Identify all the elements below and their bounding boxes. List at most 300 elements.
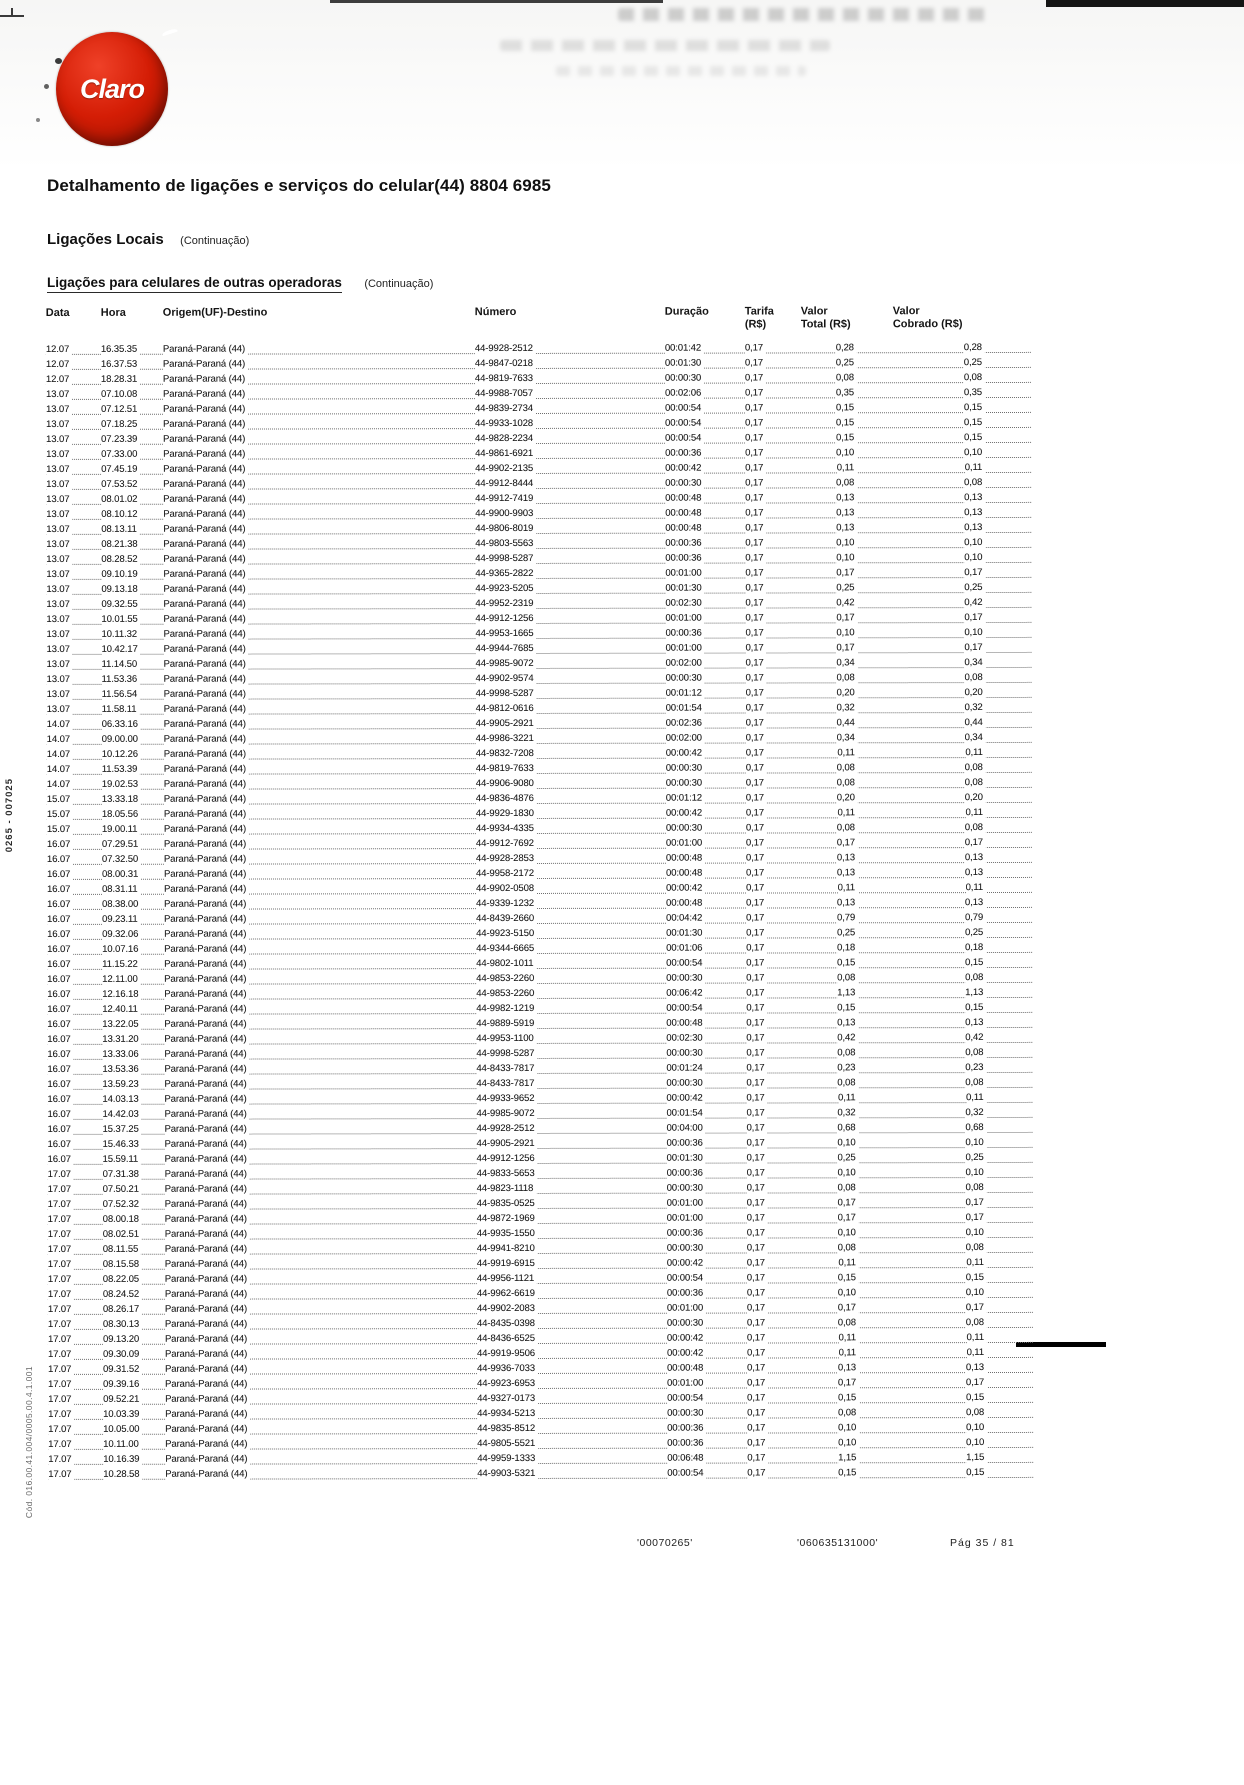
cell-total: 1,13 (802, 985, 894, 1000)
cell-tarifa: 0,17 (747, 1450, 803, 1465)
cell-hora: 08.31.11 (102, 882, 164, 897)
cell-hora: 08.00.31 (102, 867, 164, 882)
cell-total: 0,11 (803, 1330, 895, 1345)
section-title: Ligações Locais (47, 231, 164, 248)
cell-hora: 12.40.11 (102, 1002, 164, 1017)
cell-origem: Paraná-Paraná (44) (165, 1406, 477, 1422)
cell-duracao: 00:01:00 (667, 1301, 747, 1316)
cell-cobrado: 0,23 (894, 1060, 992, 1075)
cell-data: 16.07 (47, 852, 102, 867)
cell-origem: Paraná-Paraná (44) (163, 371, 475, 387)
cell-cobrado: 0,08 (894, 970, 992, 985)
cell-cobrado: 0,13 (894, 850, 992, 865)
cell-total: 0,08 (802, 970, 894, 985)
cell-origem: Paraná-Paraná (44) (163, 521, 475, 537)
cell-data: 13.07 (46, 627, 101, 642)
column-header-tarifa: Tarifa (R$) (744, 305, 774, 331)
cell-duracao: 00:00:36 (665, 551, 745, 566)
cell-data: 13.07 (47, 657, 102, 672)
cell-hora: 07.10.08 (101, 387, 163, 402)
cell-data: 16.07 (47, 942, 102, 957)
cell-tarifa: 0,17 (745, 475, 801, 490)
cell-data: 14.07 (47, 732, 102, 747)
cell-numero: 44-9889-5919 (476, 1016, 666, 1031)
cell-duracao: 00:01:00 (666, 836, 746, 851)
cell-data: 13.07 (46, 612, 101, 627)
cell-cobrado: 0,28 (893, 340, 991, 355)
cell-total: 0,17 (803, 1195, 895, 1210)
cell-tarifa: 0,17 (745, 640, 801, 655)
cell-numero: 44-9344-6665 (476, 941, 666, 956)
cell-cobrado: 0,08 (895, 1240, 993, 1255)
cell-numero: 44-9902-0508 (476, 881, 666, 896)
cell-total: 0,17 (801, 610, 893, 625)
cell-data: 17.07 (48, 1467, 103, 1482)
cell-cobrado: 0,11 (894, 1090, 992, 1105)
cell-numero: 44-9906-9080 (476, 776, 666, 791)
cell-data: 13.07 (46, 642, 101, 657)
cell-hora: 10.28.58 (103, 1467, 165, 1482)
cell-hora: 11.15.22 (102, 957, 164, 972)
cell-numero: 44-8433-7817 (476, 1061, 666, 1076)
cell-duracao: 00:00:36 (665, 536, 745, 551)
cell-duracao: 00:00:30 (667, 1181, 747, 1196)
cell-cobrado: 0,15 (895, 1390, 993, 1405)
cell-data: 16.07 (47, 837, 102, 852)
cell-origem: Paraná-Paraná (44) (164, 896, 476, 912)
cell-data: 13.07 (46, 507, 101, 522)
cell-cobrado: 0,10 (895, 1285, 993, 1300)
cell-data: 12.07 (46, 357, 101, 372)
cell-duracao: 00:02:36 (666, 716, 746, 731)
cell-numero: 44-9872-1969 (477, 1211, 667, 1226)
cell-tarifa: 0,17 (746, 1090, 802, 1105)
cell-cobrado: 0,15 (893, 415, 991, 430)
cell-duracao: 00:04:00 (666, 1121, 746, 1136)
cell-numero: 44-9953-1665 (475, 626, 665, 641)
cell-tarifa: 0,17 (746, 970, 802, 985)
cell-data: 13.07 (47, 687, 102, 702)
cell-origem: Paraná-Paraná (44) (165, 1376, 477, 1392)
cell-total: 0,17 (802, 835, 894, 850)
cell-cobrado: 0,17 (895, 1375, 993, 1390)
cell-hora: 09.52.21 (103, 1392, 165, 1407)
scan-ghost-text (500, 40, 830, 51)
cell-duracao: 00:00:36 (667, 1226, 747, 1241)
cell-tarifa: 0,17 (746, 1105, 802, 1120)
cell-total: 0,34 (802, 730, 894, 745)
cell-tarifa: 0,17 (747, 1150, 803, 1165)
cell-total: 0,15 (801, 400, 893, 415)
cell-total: 0,35 (801, 385, 893, 400)
cell-tarifa: 0,17 (746, 985, 802, 1000)
cell-hora: 14.03.13 (102, 1092, 164, 1107)
cell-total: 0,10 (803, 1420, 895, 1435)
cell-numero: 44-9805-5521 (477, 1436, 667, 1451)
cell-cobrado: 0,25 (894, 925, 992, 940)
cell-data: 16.07 (48, 1152, 103, 1167)
cell-cobrado: 1,13 (894, 985, 992, 1000)
cell-origem: Paraná-Paraná (44) (164, 1061, 476, 1077)
cell-total: 0,10 (801, 625, 893, 640)
cell-duracao: 00:01:54 (666, 1106, 746, 1121)
scan-ghost-text (618, 8, 990, 21)
cell-origem: Paraná-Paraná (44) (165, 1331, 477, 1347)
cell-cobrado: 0,17 (895, 1195, 993, 1210)
cell-duracao: 00:06:48 (667, 1451, 747, 1466)
cell-cobrado: 0,10 (895, 1420, 993, 1435)
cell-origem: Paraná-Paraná (44) (164, 671, 476, 687)
cell-duracao: 00:00:36 (667, 1436, 747, 1451)
cell-origem: Paraná-Paraná (44) (164, 1076, 476, 1092)
cell-data: 13.07 (46, 597, 101, 612)
cell-hora: 07.29.51 (102, 837, 164, 852)
cell-origem: Paraná-Paraná (44) (165, 1301, 477, 1317)
cell-cobrado: 0,10 (893, 625, 991, 640)
cell-total: 0,32 (802, 1105, 894, 1120)
cell-total: 0,13 (801, 490, 893, 505)
cell-hora: 08.15.58 (103, 1257, 165, 1272)
cell-cobrado: 1,15 (895, 1450, 993, 1465)
cell-numero: 44-9365-2822 (475, 566, 665, 581)
cell-hora: 07.52.32 (103, 1197, 165, 1212)
cell-origem: Paraná-Paraná (44) (165, 1436, 477, 1452)
cell-tarifa: 0,17 (746, 685, 802, 700)
cell-tarifa: 0,17 (746, 670, 802, 685)
cell-origem: Paraná-Paraná (44) (165, 1241, 477, 1257)
cell-origem: Paraná-Paraná (44) (165, 1211, 477, 1227)
cell-total: 0,15 (801, 430, 893, 445)
cell-data: 12.07 (46, 342, 101, 357)
crop-mark-icon (0, 8, 26, 24)
cell-duracao: 00:00:30 (665, 476, 745, 491)
cell-duracao: 00:02:06 (665, 386, 745, 401)
cell-cobrado: 0,68 (894, 1120, 992, 1135)
cell-cobrado: 0,25 (893, 580, 991, 595)
cell-hora: 09.30.09 (103, 1347, 165, 1362)
cell-tarifa: 0,17 (747, 1165, 803, 1180)
cell-duracao: 00:00:48 (665, 491, 745, 506)
cell-cobrado: 0,08 (895, 1180, 993, 1195)
cell-hora: 06.33.16 (102, 717, 164, 732)
cell-tarifa: 0,17 (747, 1180, 803, 1195)
cell-cobrado: 0,13 (894, 895, 992, 910)
cell-hora: 16.35.35 (101, 342, 163, 357)
claro-logo-swoosh-icon (161, 28, 178, 39)
cell-cobrado: 0,17 (894, 835, 992, 850)
cell-total: 0,42 (801, 595, 893, 610)
cell-cobrado: 0,08 (894, 820, 992, 835)
cell-numero: 44-9812-0616 (476, 701, 666, 716)
cell-cobrado: 0,42 (893, 595, 991, 610)
cell-duracao: 00:00:30 (665, 371, 745, 386)
cell-cobrado: 0,25 (893, 355, 991, 370)
cell-origem: Paraná-Paraná (44) (164, 926, 476, 942)
cell-total: 0,08 (802, 820, 894, 835)
cell-tarifa: 0,17 (745, 385, 801, 400)
calls-table (0, 305, 1041, 1482)
cell-hora: 10.01.55 (101, 612, 163, 627)
cell-cobrado: 0,08 (893, 475, 991, 490)
cell-total: 0,28 (801, 340, 893, 355)
cell-tarifa: 0,17 (747, 1285, 803, 1300)
cell-data: 16.07 (47, 1002, 102, 1017)
cell-tarifa: 0,17 (746, 1030, 802, 1045)
cell-numero: 44-9985-9072 (476, 1106, 666, 1121)
cell-data: 15.07 (47, 822, 102, 837)
cell-numero: 44-9905-2921 (477, 1136, 667, 1151)
cell-cobrado: 0,13 (893, 490, 991, 505)
cell-origem: Paraná-Paraná (44) (164, 731, 476, 747)
cell-total: 0,79 (802, 910, 894, 925)
cell-cobrado: 0,08 (893, 370, 991, 385)
cell-origem: Paraná-Paraná (44) (165, 1136, 477, 1152)
cell-numero: 44-9935-1550 (477, 1226, 667, 1241)
cell-numero: 44-9828-2234 (475, 431, 665, 446)
cell-origem: Paraná-Paraná (44) (164, 866, 476, 882)
cell-hora: 08.28.52 (101, 552, 163, 567)
cell-origem: Paraná-Paraná (44) (163, 476, 475, 492)
cell-cobrado: 0,13 (893, 520, 991, 535)
cell-numero: 44-9928-2512 (475, 341, 665, 356)
cell-total: 0,15 (803, 1270, 895, 1285)
cell-data: 16.07 (47, 867, 102, 882)
cell-cobrado: 0,17 (895, 1210, 993, 1225)
cell-numero: 44-9923-5205 (475, 581, 665, 596)
cell-cobrado: 0,10 (895, 1165, 993, 1180)
cell-tarifa: 0,17 (747, 1330, 803, 1345)
cell-cobrado: 0,15 (893, 400, 991, 415)
cell-data: 12.07 (46, 372, 101, 387)
cell-total: 0,32 (802, 700, 894, 715)
cell-duracao: 00:00:36 (667, 1166, 747, 1181)
column-header-data: Data (45, 306, 70, 319)
column-header-valor-total: Valor Total (R$) (800, 305, 851, 331)
cell-origem: Paraná-Paraná (44) (165, 1226, 477, 1242)
cell-cobrado: 0,18 (894, 940, 992, 955)
cell-origem: Paraná-Paraná (44) (165, 1151, 477, 1167)
cell-origem: Paraná-Paraná (44) (164, 941, 476, 957)
cell-data: 17.07 (48, 1392, 103, 1407)
cell-tarifa: 0,17 (745, 445, 801, 460)
cell-hora: 18.05.56 (102, 807, 164, 822)
cell-numero: 44-9929-1830 (476, 806, 666, 821)
cell-tarifa: 0,17 (747, 1300, 803, 1315)
cell-cobrado: 0,08 (894, 775, 992, 790)
cell-hora: 08.02.51 (103, 1227, 165, 1242)
cell-total: 0,17 (801, 565, 893, 580)
cell-total: 0,13 (802, 1015, 894, 1030)
cell-total: 0,13 (802, 865, 894, 880)
cell-duracao: 00:00:54 (667, 1466, 747, 1481)
cell-origem: Paraná-Paraná (44) (165, 1166, 477, 1182)
cell-duracao: 00:00:30 (666, 821, 746, 836)
cell-duracao: 00:02:30 (665, 596, 745, 611)
cell-numero: 44-8436-6525 (477, 1331, 667, 1346)
cell-data: 13.07 (46, 387, 101, 402)
cell-hora: 11.56.54 (102, 687, 164, 702)
cell-hora: 15.59.11 (103, 1152, 165, 1167)
cell-hora: 08.30.13 (103, 1317, 165, 1332)
cell-cobrado: 0,08 (894, 1075, 992, 1090)
cell-numero: 44-9998-5287 (476, 1046, 666, 1061)
cell-numero: 44-9861-6921 (475, 446, 665, 461)
cell-numero: 44-9956-1121 (477, 1271, 667, 1286)
cell-cobrado: 0,15 (894, 1000, 992, 1015)
cell-total: 0,08 (803, 1315, 895, 1330)
cell-tarifa: 0,17 (747, 1465, 803, 1480)
cell-cobrado: 0,13 (893, 505, 991, 520)
cell-total: 0,10 (803, 1165, 895, 1180)
cell-data: 17.07 (48, 1347, 103, 1362)
cell-tarifa: 0,17 (745, 565, 801, 580)
cell-tarifa: 0,17 (745, 460, 801, 475)
cell-duracao: 00:01:06 (666, 941, 746, 956)
cell-origem: Paraná-Paraná (44) (163, 551, 475, 567)
cell-total: 0,11 (801, 460, 893, 475)
scan-speck (44, 84, 49, 89)
cell-hora: 09.31.52 (103, 1362, 165, 1377)
cell-tarifa: 0,17 (746, 955, 802, 970)
cell-hora: 09.23.11 (102, 912, 164, 927)
cell-duracao: 00:00:48 (665, 521, 745, 536)
cell-numero: 44-9806-8019 (475, 521, 665, 536)
cell-duracao: 00:01:54 (666, 701, 746, 716)
cell-duracao: 00:00:36 (667, 1136, 747, 1151)
cell-cobrado: 0,34 (894, 730, 992, 745)
cell-tarifa: 0,17 (746, 1120, 802, 1135)
cell-numero: 44-9934-4335 (476, 821, 666, 836)
cell-numero: 44-9905-2921 (476, 716, 666, 731)
cell-hora: 13.33.18 (102, 792, 164, 807)
cell-data: 17.07 (48, 1197, 103, 1212)
cell-numero: 44-9919-9506 (477, 1346, 667, 1361)
cell-total: 0,08 (802, 670, 894, 685)
cell-total: 0,08 (801, 475, 893, 490)
cell-total: 0,08 (803, 1180, 895, 1195)
cell-tarifa: 0,17 (747, 1405, 803, 1420)
cell-duracao: 00:00:48 (666, 1016, 746, 1031)
cell-hora: 18.28.31 (101, 372, 163, 387)
cell-data: 16.07 (48, 1137, 103, 1152)
cell-origem: Paraná-Paraná (44) (163, 611, 475, 627)
cell-tarifa: 0,17 (746, 1045, 802, 1060)
cell-data: 16.07 (47, 912, 102, 927)
cell-duracao: 00:00:48 (666, 866, 746, 881)
cell-tarifa: 0,17 (747, 1420, 803, 1435)
cell-duracao: 00:00:54 (667, 1391, 747, 1406)
cell-numero: 44-9900-9903 (475, 506, 665, 521)
cell-hora: 10.12.26 (102, 747, 164, 762)
cell-numero: 44-9934-5213 (477, 1406, 667, 1421)
cell-tarifa: 0,17 (746, 865, 802, 880)
cell-hora: 08.22.05 (103, 1272, 165, 1287)
cell-data: 17.07 (48, 1407, 103, 1422)
cell-origem: Paraná-Paraná (44) (164, 686, 476, 702)
cell-hora: 07.23.39 (101, 432, 163, 447)
cell-hora: 08.11.55 (103, 1242, 165, 1257)
cell-tarifa: 0,17 (746, 1075, 802, 1090)
cell-data: 17.07 (48, 1242, 103, 1257)
claro-logo-text: Claro (79, 73, 145, 104)
cell-data: 16.07 (47, 1122, 102, 1137)
cell-duracao: 00:01:00 (665, 566, 745, 581)
cell-duracao: 00:00:54 (666, 956, 746, 971)
footer-page-number: Pág 35 / 81 (950, 1537, 1015, 1549)
cell-cobrado: 0,10 (893, 445, 991, 460)
cell-data: 16.07 (47, 1032, 102, 1047)
cell-total: 0,25 (801, 580, 893, 595)
cell-numero: 44-9936-7033 (477, 1361, 667, 1376)
cell-cobrado: 0,11 (894, 880, 992, 895)
cell-duracao: 00:01:30 (667, 1151, 747, 1166)
cell-origem: Paraná-Paraná (44) (164, 911, 476, 927)
cell-cobrado: 0,13 (895, 1360, 993, 1375)
cell-tarifa: 0,17 (747, 1195, 803, 1210)
cell-tarifa: 0,17 (747, 1210, 803, 1225)
cell-tarifa: 0,17 (745, 430, 801, 445)
cell-tarifa: 0,17 (747, 1375, 803, 1390)
cell-tarifa: 0,17 (747, 1390, 803, 1405)
cell-hora: 07.33.00 (101, 447, 163, 462)
calls-table-header (0, 305, 1039, 333)
cell-duracao: 00:00:36 (667, 1421, 747, 1436)
cell-origem: Paraná-Paraná (44) (164, 881, 476, 897)
cell-numero: 44-9982-1219 (476, 1001, 666, 1016)
cell-origem: Paraná-Paraná (44) (163, 506, 475, 522)
cell-total: 0,10 (803, 1435, 895, 1450)
cell-total: 0,08 (802, 760, 894, 775)
cell-total: 0,17 (803, 1210, 895, 1225)
cell-data: 13.07 (46, 402, 101, 417)
cell-numero: 44-9835-0525 (477, 1196, 667, 1211)
column-header-valor-cobrado: Valor Cobrado (R$) (892, 305, 963, 331)
cell-tarifa: 0,17 (745, 535, 801, 550)
footer-document-code: '00070265' (637, 1537, 693, 1549)
cell-origem: Paraná-Paraná (44) (163, 461, 475, 477)
cell-total: 0,10 (801, 535, 893, 550)
cell-numero: 44-9962-6619 (477, 1286, 667, 1301)
cell-numero: 44-9912-7692 (476, 836, 666, 851)
cell-hora: 09.13.18 (101, 582, 163, 597)
cell-total: 0,10 (801, 550, 893, 565)
cell-numero: 44-9923-6953 (477, 1376, 667, 1391)
cell-cobrado: 0,79 (894, 910, 992, 925)
cell-hora: 10.03.39 (103, 1407, 165, 1422)
cell-hora: 12.16.18 (102, 987, 164, 1002)
cell-tarifa: 0,17 (745, 580, 801, 595)
cell-duracao: 00:00:30 (667, 1241, 747, 1256)
cell-duracao: 00:00:54 (667, 1271, 747, 1286)
cell-cobrado: 0,15 (895, 1270, 993, 1285)
cell-hora: 08.00.18 (103, 1212, 165, 1227)
cell-total: 0,10 (803, 1135, 895, 1150)
cell-data: 13.07 (46, 462, 101, 477)
cell-duracao: 00:00:48 (666, 896, 746, 911)
cell-numero: 44-9953-1100 (476, 1031, 666, 1046)
cell-duracao: 00:00:30 (666, 776, 746, 791)
cell-tarifa: 0,17 (747, 1345, 803, 1360)
cell-origem: Paraná-Paraná (44) (163, 566, 475, 582)
cell-numero: 44-9998-5287 (475, 551, 665, 566)
cell-tarifa: 0,17 (747, 1270, 803, 1285)
cell-duracao: 00:00:48 (666, 851, 746, 866)
cell-total: 0,08 (802, 1045, 894, 1060)
cell-duracao: 00:01:12 (666, 791, 746, 806)
cell-origem: Paraná-Paraná (44) (163, 626, 475, 642)
cell-data: 16.07 (47, 972, 102, 987)
cell-cobrado: 0,08 (894, 1045, 992, 1060)
